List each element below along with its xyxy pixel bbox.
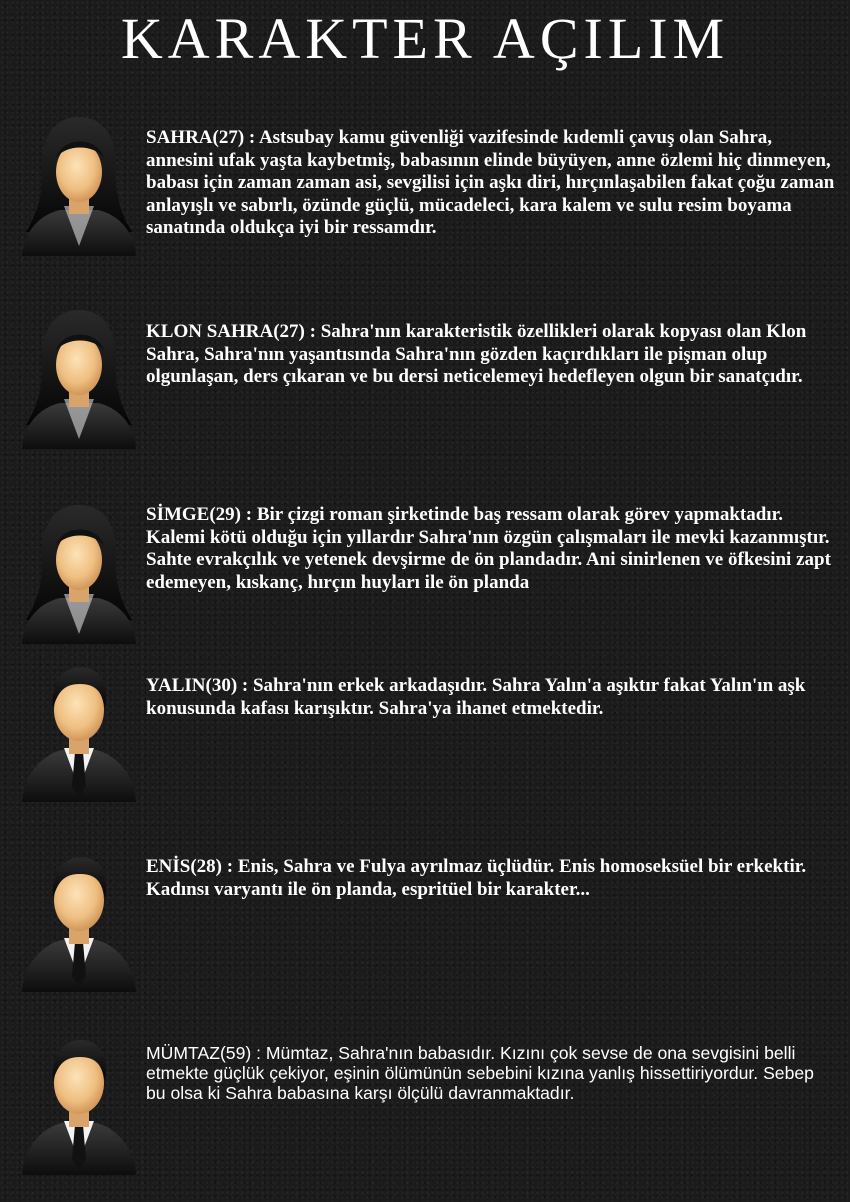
- male-avatar-icon: [20, 662, 138, 802]
- female-avatar-icon: [20, 114, 138, 256]
- female-avatar-icon: [20, 307, 138, 449]
- female-avatar-icon: [20, 502, 138, 644]
- character-description: ENİS(28) : Enis, Sahra ve Fulya ayrılmaz üçlüdür. Enis homoseksüel bir erkektir. Kadınsı varyantı ile ön planda, espritüel bir karakter...: [146, 856, 807, 900]
- character-description: YALIN(30) : Sahra'nın erkek arkadaşıdır. Sahra Yalın'a aşıktır fakat Yalın'ın aşk konusunda kafası karışıktır. Sahra'ya ihanet etmektedir.: [146, 675, 806, 719]
- character-description: KLON SAHRA(27) : Sahra'nın karakteristik özellikleri olarak kopyası olan Klon Sahra, Sahra'nın yaşantısında Sahra'nın gözden kaçırdıkları ile pişman olup olgunlaşan, ders çıkaran ve bu dersi neticelemeyi hedefleyen olgun bir sanatçıdır.: [146, 321, 807, 387]
- character-description: SİMGE(29) : Bir çizgi roman şirketinde baş ressam olarak görev yapmaktadır. Kalemi kötü olduğu için yıllardır Sahra'nın özgün çalışmaları ile mevki kazanmıştır. Sahte evrakçılık ve yetenek devşirme de ön plandadır. Ani sinirlenen ve öfkesini zapt edemeyen, kıskanç, hırçın huyları ile ön planda: [146, 504, 831, 593]
- character-description: MÜMTAZ(59) : Mümtaz, Sahra'nın babasıdır. Kızını çok sevse de ona sevgisini belli etmekte güçlük çekiyor, eşinin ölümünün sebebini kızına yanlış hissettiriyordur. Sebep bu olsa ki Sahra babasına karşı ölçülü davranmaktadır.: [146, 1043, 814, 1103]
- page-title: KARAKTER AÇILIM: [120, 6, 730, 71]
- male-avatar-icon: [20, 1035, 138, 1175]
- male-avatar-icon: [20, 852, 138, 992]
- character-description: SAHRA(27) : Astsubay kamu güvenliği vazifesinde kıdemli çavuş olan Sahra, annesini ufak yaşta kaybetmiş, babasının elinde büyüyen, anne özlemi hiç dinmeyen, babası için zaman zaman asi, sevgilisi için aşkı diri, hırçınlaşabilen fakat çoğu zaman anlayışlı ve sabırlı, özünde güçlü, mücadeleci, kara kalem ve sulu resim boyama sanatında oldukça iyi bir ressamdır.: [146, 127, 835, 238]
